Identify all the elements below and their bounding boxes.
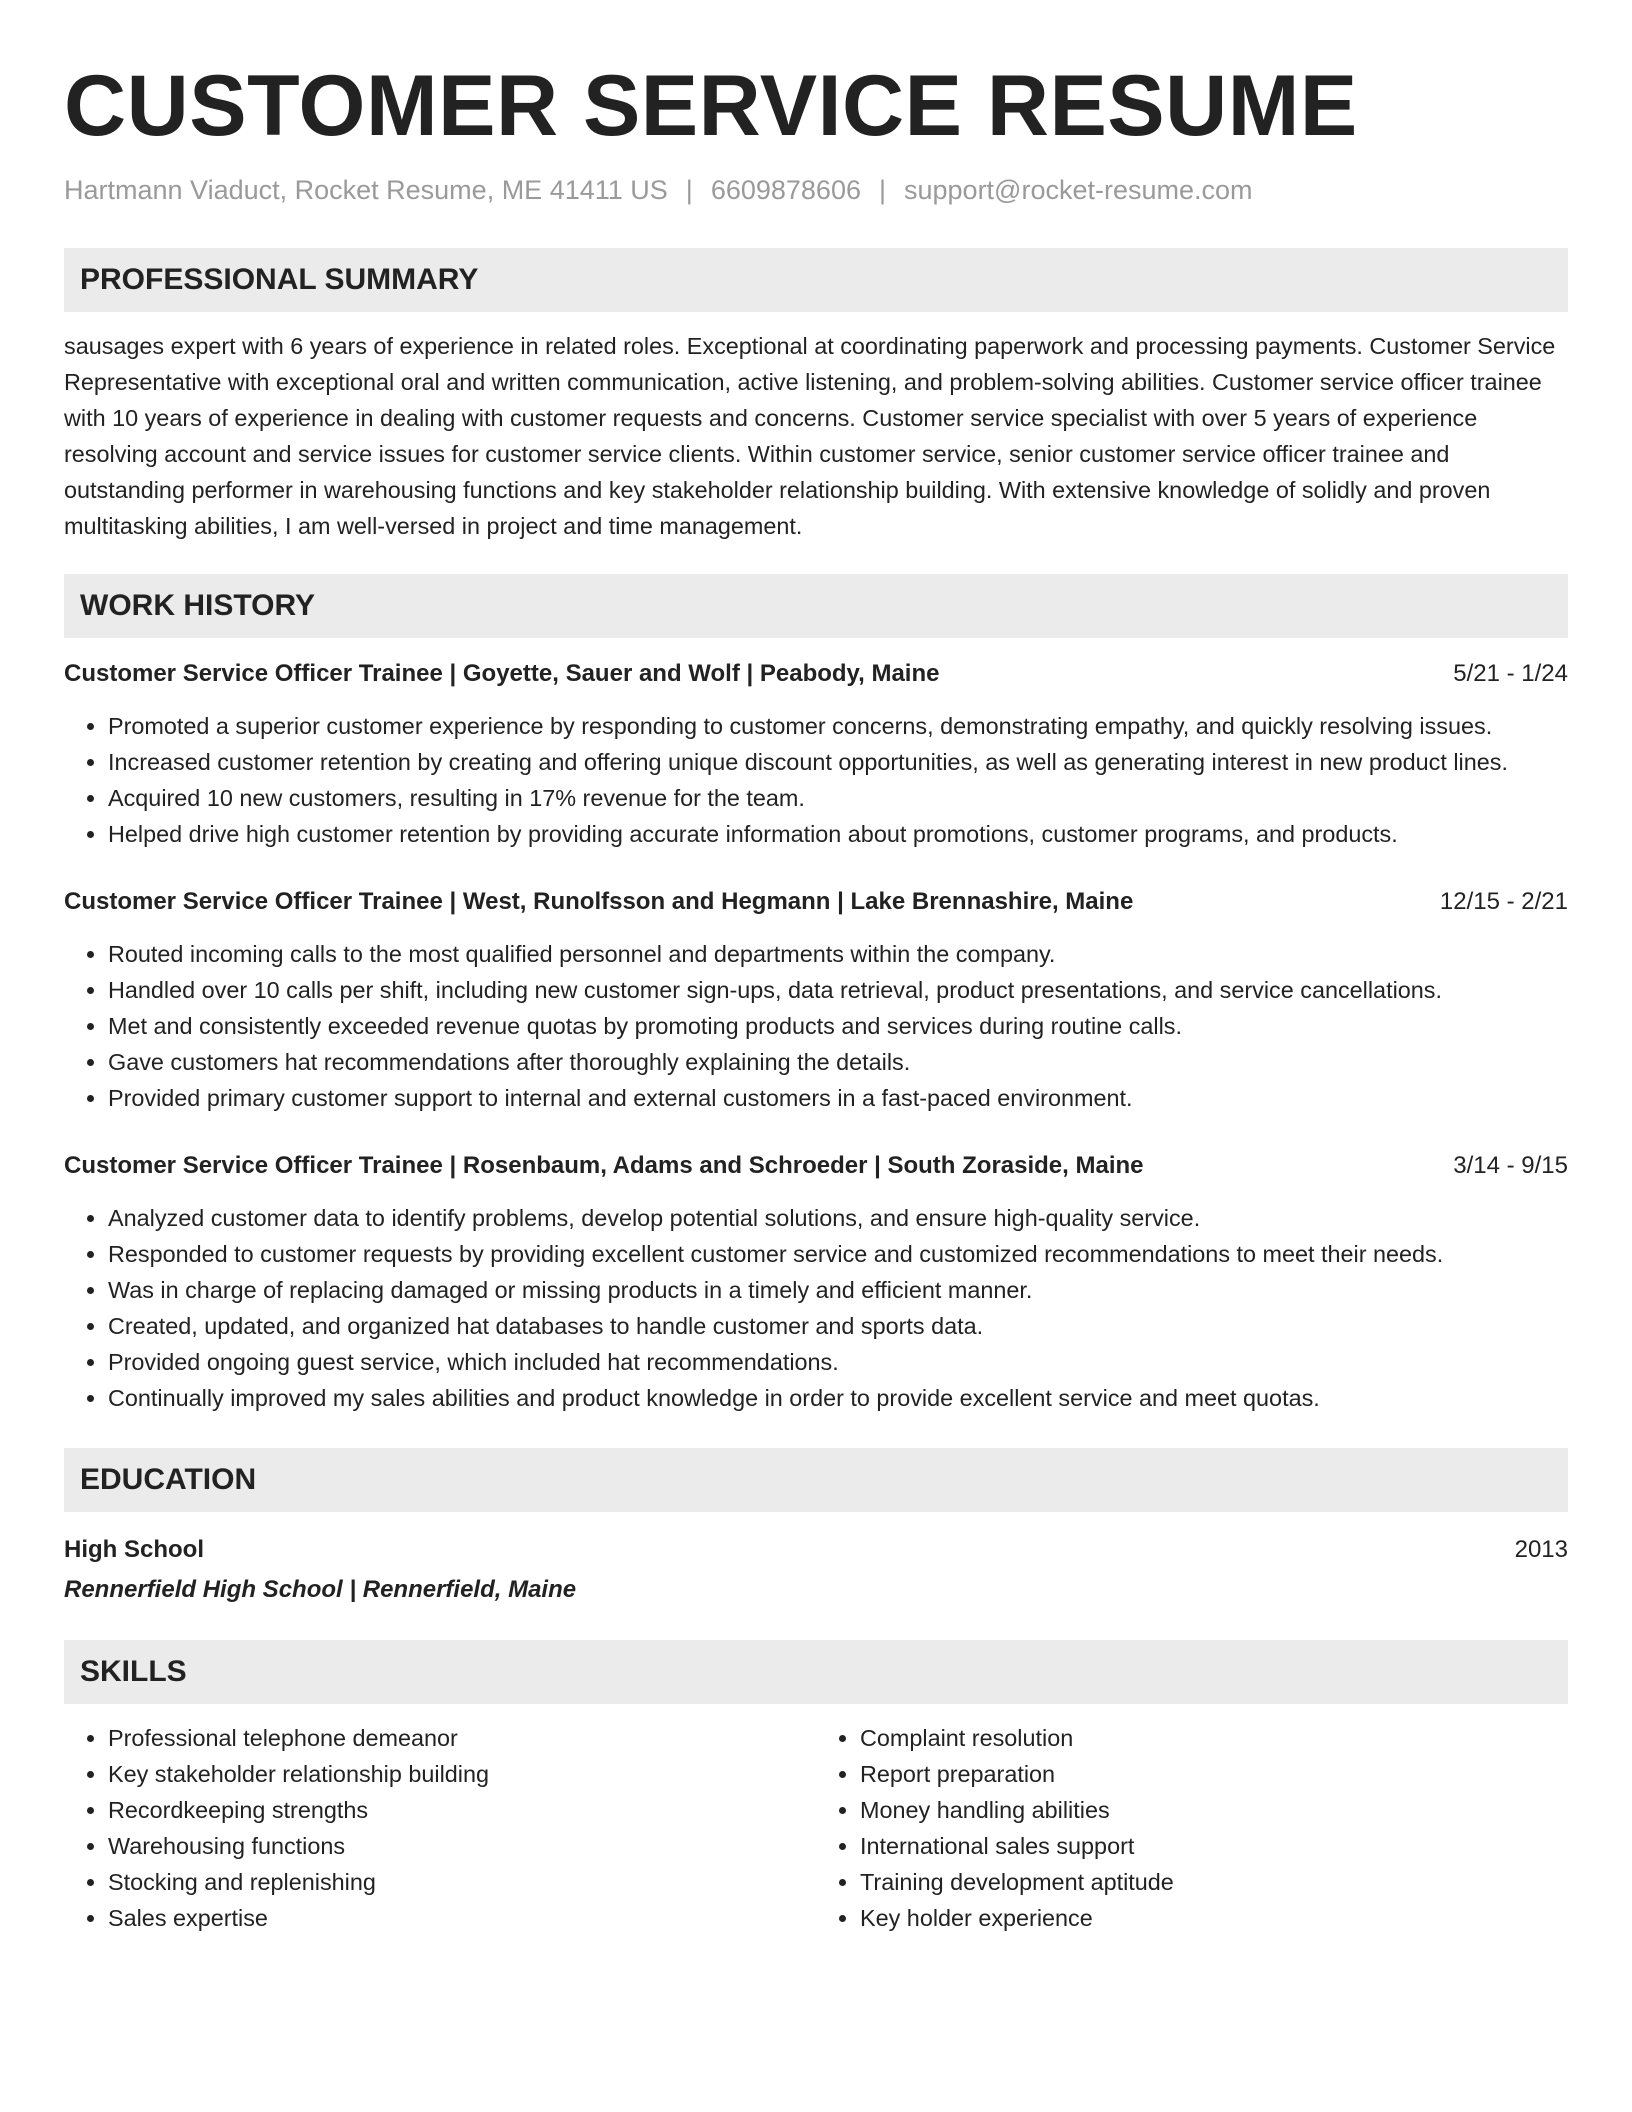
contact-line — [64, 172, 1568, 208]
education-row — [64, 1532, 1568, 1568]
job-dates: 12/15 - 2/21 — [1439, 888, 1568, 915]
contact-address: Hartmann Viaduct, Rocket Resume, ME 41411 US — [64, 175, 668, 205]
list-item: • Stocking and replenishing — [108, 1864, 816, 1900]
list-item: • International sales support — [860, 1828, 1568, 1864]
list-item: • Warehousing functions — [108, 1828, 816, 1864]
list-item: • Recordkeeping strengths — [108, 1792, 816, 1828]
job-title: Customer Service Officer Trainee | Rosenbaum, Adams and Schroeder | South Zoraside, Maine — [64, 1152, 1144, 1179]
section-header-summary: PROFESSIONAL SUMMARY — [64, 248, 1568, 312]
job-dates: 5/21 - 1/24 — [1453, 660, 1568, 687]
contact-separator: | — [685, 175, 693, 205]
list-item: • Promoted a superior customer experience by responding to customer concerns, demonstrating empathy, and quickly resolving issues. — [108, 708, 1568, 744]
list-item: • Routed incoming calls to the most qualified personnel and departments within the company. — [108, 936, 1568, 972]
list-item: • Gave customers hat recommendations after thoroughly explaining the details. — [108, 1044, 1568, 1080]
list-item: • Continually improved my sales abilities and product knowledge in order to provide excellent service and meet quotas. — [108, 1380, 1568, 1416]
list-item: • Training development aptitude — [860, 1864, 1568, 1900]
list-item: • Provided primary customer support to internal and external customers in a fast-paced environment. — [108, 1080, 1568, 1116]
job-bullets — [64, 708, 1568, 852]
summary-text: sausages expert with 6 years of experience in related roles. Exceptional at coordinating paperwork and processing payments. Customer Service Representative with exceptional oral and written communication, active listening, and problem-solving abilities. Customer service officer trainee with 10 years of experience in dealing with customer requests and concerns. Customer service specialist with over 5 years of experience resolving account and service issues for customer service clients. Within customer service, senior customer service officer trainee and outstanding performer in warehousing functions and key stakeholder relationship building. With extensive knowledge of solidly and proven multitasking abilities, I am well-versed in project and time management. — [64, 333, 1556, 539]
list-item: • Report preparation — [860, 1756, 1568, 1792]
job-title: Customer Service Officer Trainee | Goyette, Sauer and Wolf | Peabody, Maine — [64, 660, 940, 687]
list-item: • Helped drive high customer retention by providing accurate information about promotions, customer programs, and products. — [108, 816, 1568, 852]
contact-phone: 6609878606 — [710, 175, 861, 205]
list-item: • Key holder experience — [860, 1900, 1568, 1936]
list-item: • Responded to customer requests by providing excellent customer service and customized recommendations to meet their needs. — [108, 1236, 1568, 1272]
job-entry — [64, 884, 1568, 1116]
skills-right-column — [816, 1720, 1568, 1936]
contact-email: support@rocket-resume.com — [904, 175, 1253, 205]
job-header — [64, 1148, 1568, 1184]
education-degree: High School — [64, 1536, 204, 1563]
list-item: • Key stakeholder relationship building — [108, 1756, 816, 1792]
list-item: • Money handling abilities — [860, 1792, 1568, 1828]
list-item: • Increased customer retention by creating and offering unique discount opportunities, as well as generating interest in new product lines. — [108, 744, 1568, 780]
skills-left-column — [64, 1720, 816, 1936]
job-entry — [64, 1148, 1568, 1416]
education-year: 2013 — [1514, 1536, 1568, 1563]
list-item: • Met and consistently exceeded revenue quotas by promoting products and services during routine calls. — [108, 1008, 1568, 1044]
job-entry — [64, 656, 1568, 852]
list-item: • Handled over 10 calls per shift, including new customer sign-ups, data retrieval, product presentations, and service cancellations. — [108, 972, 1568, 1008]
section-header-work-history: WORK HISTORY — [64, 574, 1568, 638]
job-bullets — [64, 1200, 1568, 1416]
contact-separator: | — [878, 175, 886, 205]
education-school: Rennerfield High School | Rennerfield, Maine — [64, 1576, 577, 1603]
job-header — [64, 884, 1568, 920]
list-item: • Was in charge of replacing damaged or missing products in a timely and efficient manner. — [108, 1272, 1568, 1308]
list-item: • Analyzed customer data to identify problems, develop potential solutions, and ensure high-quality service. — [108, 1200, 1568, 1236]
list-item: • Sales expertise — [108, 1900, 816, 1936]
section-header-skills: SKILLS — [64, 1640, 1568, 1704]
list-item: • Professional telephone demeanor — [108, 1720, 816, 1756]
list-item: • Acquired 10 new customers, resulting in 17% revenue for the team. — [108, 780, 1568, 816]
list-item: • Complaint resolution — [860, 1720, 1568, 1756]
skills-columns — [64, 1720, 1568, 1936]
job-dates: 3/14 - 9/15 — [1453, 1152, 1568, 1179]
section-header-education: EDUCATION — [64, 1448, 1568, 1512]
job-bullets — [64, 936, 1568, 1116]
resume-title: CUSTOMER SERVICE RESUME — [64, 58, 1358, 154]
list-item: • Provided ongoing guest service, which included hat recommendations. — [108, 1344, 1568, 1380]
list-item: • Created, updated, and organized hat databases to handle customer and sports data. — [108, 1308, 1568, 1344]
job-title: Customer Service Officer Trainee | West, Runolfsson and Hegmann | Lake Brennashire, Maine — [64, 888, 1134, 915]
job-header — [64, 656, 1568, 692]
